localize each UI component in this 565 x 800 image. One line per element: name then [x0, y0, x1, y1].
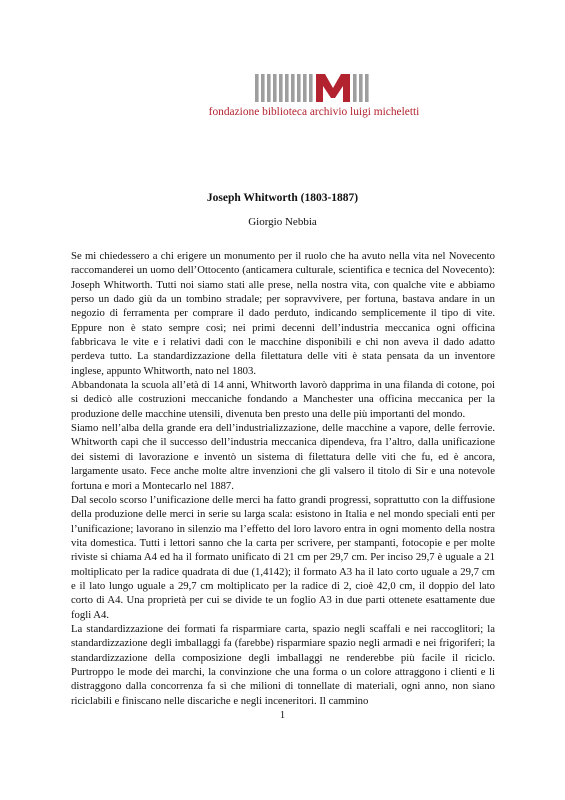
logo-gray-bar [267, 74, 271, 102]
logo-gray-bar [365, 74, 369, 102]
body-paragraph: Abbandonata la scuola all’età di 14 anni, Whitworth lavorò dapprima in una filanda di cotone, poi si dedicò alle costruzioni meccaniche fondando a Manchester una officina meccanica per la produzione delle macchine utensili, divenuta ben presto una delle più importanti del mondo. [71, 379, 495, 420]
logo-gray-bar [303, 74, 307, 102]
logo-gray-bar [359, 74, 363, 102]
logo-gray-bar [309, 74, 313, 102]
logo-gray-bar [279, 74, 283, 102]
logo-bars-graphic [253, 72, 373, 104]
logo-gray-bar [297, 74, 301, 102]
article-author: Giorgio Nebbia [248, 216, 317, 228]
logo-gray-bar [291, 74, 295, 102]
body-paragraph: Dal secolo scorso l’unificazione delle merci ha fatto grandi progressi, soprattutto con la diffusione della produzione delle merci in serie su larga scala: esistono in Italia e nel mondo speciali enti per l’unificazione; lavorano in silenzio ma l’effetto del loro lavoro entra in ogni momento della nostra vita domestica. Tutti i lettori sanno che la carta per scrivere, per stampanti, fotocopie e per molte riviste si chiama A4 ed ha il formato unificato di 21 cm per 29,7 cm. Per inciso 29,7 è uguale a 21 moltiplicato per la radice quadrata di due (1,4142); il formato A3 ha il lato corto uguale a 29,7 cm e il lato lungo uguale a 29,7 cm moltiplicato per la radice di 2, cioè 42,0 cm, il doppio del lato corto di A4. Una proprietà per cui se divide te un foglio A3 in due parti ottenete esattamente due fogli A4. [71, 493, 495, 621]
foundation-name: fondazione biblioteca archivio luigi micheletti [208, 106, 420, 118]
body-paragraph: Se mi chiedessero a chi erigere un monumento per il ruolo che ha avuto nella vita nel Novecento raccomanderei un uomo dell’Ottocento (anticamera culturale, scientifica e tecnica del Novecento): Joseph Whitworth. Tutti noi siamo stati alle prese, nella nostra vita, con qualche vite e abbiamo perso un dado giù da un tombino stradale; per sopravvivere, per fortuna, bastava andare in un negozio di ferramenta per comprare il dado perduto, indicando semplicemente il tipo di vite. Eppure non è stato sempre così; nei primi decenni dell’industria meccanica ogni officina fabbricava le vite e i relativi dadi con le macchine disponibili e chi non aveva il dado adatto perdeva tutto. La standardizzazione della filettatura delle viti è stata pensata da un inventore inglese, appunto Whitworth, nato nel 1803. [71, 250, 495, 377]
logo-red-m [316, 74, 350, 102]
logo-gray-bar [353, 74, 357, 102]
logo-gray-bar [285, 74, 289, 102]
body-paragraph: La standardizzazione dei formati fa risparmiare carta, spazio negli scaffali e nei raccoglitori; la standardizzazione degli imballaggi fa (farebbe) risparmiare spazio negli armadi e nei frigoriferi; la standardizzazione della composizione degli imballaggi ne renderebbe più facile il riciclo. Purtroppo le mode dei marchi, la convinzione che una forma o un colore attraggono i clienti e li distraggono dalla concorrenza fa sì che milioni di tonnellate di materiali, ogni anno, non siano riciclabili e finiscano nelle discariche e negli inceneritori. Il cammino [71, 622, 495, 707]
article-body [71, 249, 495, 708]
page-number: 1 [279, 710, 286, 721]
logo-gray-bar [273, 74, 277, 102]
body-paragraph: Siamo nell’alba della grande era dell’industrializzazione, delle macchine a vapore, delle ferrovie. Whitworth capì che il successo dell’industria meccanica dipendeva, fra l’altro, dalla unificazione dei sistemi di lavorazione e inventò un sistema di filettatura delle viti che fu, ed è ancora, largamente usato. Fece anche molte altre invenzioni che gli valsero il titolo di Sir e una notevole fortuna e morì a Montecarlo nel 1887. [71, 422, 495, 492]
fbami-logo [253, 72, 373, 104]
logo-gray-bar [255, 74, 259, 102]
article-title: Joseph Whitworth (1803-1887) [206, 192, 359, 204]
logo-gray-bar [261, 74, 265, 102]
